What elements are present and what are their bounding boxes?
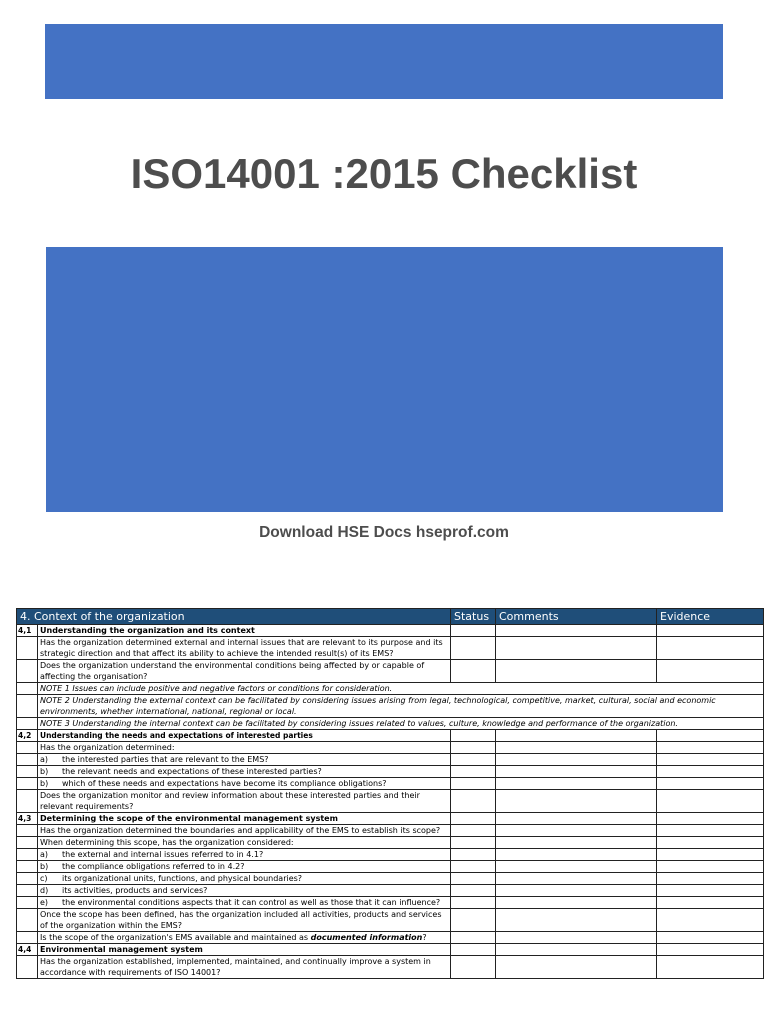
status-cell[interactable]	[451, 754, 496, 766]
status-cell[interactable]	[451, 766, 496, 778]
question-text: When determining this scope, has the organization considered:	[38, 837, 451, 849]
item-label: b)	[40, 779, 49, 788]
comments-cell[interactable]	[496, 825, 657, 837]
item-text: the environmental conditions aspects that it can control as well as those that it can influence?	[62, 898, 441, 907]
evidence-cell[interactable]	[657, 837, 764, 849]
question-item	[38, 766, 451, 778]
item-label: a)	[40, 850, 49, 859]
comments-cell[interactable]	[496, 766, 657, 778]
status-cell[interactable]	[451, 909, 496, 932]
clause-heading: Understanding the organization and its context	[38, 625, 451, 637]
table-row	[17, 695, 764, 718]
status-cell[interactable]	[451, 932, 496, 944]
table-row	[17, 885, 764, 897]
table-row	[17, 956, 764, 979]
table-row	[17, 873, 764, 885]
item-label: b)	[40, 862, 49, 871]
question-text	[38, 932, 451, 944]
item-label: e)	[40, 898, 49, 907]
note-text: NOTE 3 Understanding the internal context can be facilitated by considering issues related to values, culture, knowledge and performance of the organization.	[38, 718, 764, 730]
evidence-cell[interactable]	[657, 778, 764, 790]
evidence-cell[interactable]	[657, 625, 764, 637]
evidence-cell[interactable]	[657, 660, 764, 683]
question-item	[38, 885, 451, 897]
table-row	[17, 730, 764, 742]
comments-cell[interactable]	[496, 813, 657, 825]
status-cell[interactable]	[451, 730, 496, 742]
evidence-cell[interactable]	[657, 742, 764, 754]
question-text: Has the organization determined external and internal issues that are relevant to its purpose and its strategic direction and that affect its ability to achieve the intended result(s) of its EMS?	[38, 637, 451, 660]
table-row	[17, 778, 764, 790]
comments-cell[interactable]	[496, 944, 657, 956]
question-item	[38, 849, 451, 861]
comments-cell[interactable]	[496, 730, 657, 742]
item-label: c)	[40, 874, 48, 883]
comments-cell[interactable]	[496, 778, 657, 790]
comments-cell[interactable]	[496, 956, 657, 979]
status-cell[interactable]	[451, 956, 496, 979]
checklist-table	[16, 608, 764, 979]
status-cell[interactable]	[451, 742, 496, 754]
comments-cell[interactable]	[496, 885, 657, 897]
status-cell[interactable]	[451, 944, 496, 956]
note-text: NOTE 2 Understanding the external context can be facilitated by considering issues arising from legal, technological, competitive, market, cultural, social and economic environments, whether international, national, regional or local.	[38, 695, 764, 718]
item-text: the relevant needs and expectations of these interested parties?	[62, 767, 322, 776]
comments-cell[interactable]	[496, 909, 657, 932]
comments-cell[interactable]	[496, 897, 657, 909]
table-row	[17, 837, 764, 849]
status-cell[interactable]	[451, 837, 496, 849]
table-row	[17, 909, 764, 932]
table-row	[17, 897, 764, 909]
status-cell[interactable]	[451, 849, 496, 861]
table-row	[17, 932, 764, 944]
table-row	[17, 849, 764, 861]
status-cell[interactable]	[451, 813, 496, 825]
comments-cell[interactable]	[496, 849, 657, 861]
table-row	[17, 718, 764, 730]
page-title: ISO14001 :2015 Checklist	[130, 150, 638, 197]
evidence-cell[interactable]	[657, 932, 764, 944]
table-row	[17, 742, 764, 754]
status-cell[interactable]	[451, 885, 496, 897]
status-cell[interactable]	[451, 861, 496, 873]
status-cell[interactable]	[451, 825, 496, 837]
status-cell[interactable]	[451, 778, 496, 790]
comments-cell[interactable]	[496, 625, 657, 637]
evidence-header: Evidence	[657, 609, 764, 625]
table-row	[17, 625, 764, 637]
status-cell[interactable]	[451, 660, 496, 683]
top-banner	[45, 24, 723, 99]
evidence-cell[interactable]	[657, 944, 764, 956]
evidence-cell[interactable]	[657, 813, 764, 825]
question-item	[38, 754, 451, 766]
table-row	[17, 660, 764, 683]
item-text: the external and internal issues referred to in 4.1?	[62, 850, 264, 859]
item-label: b)	[40, 767, 49, 776]
evidence-cell[interactable]	[657, 730, 764, 742]
question-text: Has the organization determined:	[38, 742, 451, 754]
comments-cell[interactable]	[496, 837, 657, 849]
table-row	[17, 766, 764, 778]
item-text: which of these needs and expectations have become its compliance obligations?	[62, 779, 387, 788]
evidence-cell[interactable]	[657, 885, 764, 897]
table-row	[17, 825, 764, 837]
download-caption: Download HSE Docs hseprof.com	[259, 524, 509, 541]
evidence-cell[interactable]	[657, 849, 764, 861]
evidence-cell[interactable]	[657, 766, 764, 778]
comments-header: Comments	[496, 609, 657, 625]
clause-number: 4,2	[17, 730, 38, 742]
evidence-cell[interactable]	[657, 873, 764, 885]
comments-cell[interactable]	[496, 637, 657, 660]
status-cell[interactable]	[451, 873, 496, 885]
clause-heading: Environmental management system	[38, 944, 451, 956]
item-text: its activities, products and services?	[62, 886, 208, 895]
clause-number: 4,1	[17, 625, 38, 637]
evidence-cell[interactable]	[657, 861, 764, 873]
comments-cell[interactable]	[496, 873, 657, 885]
question-text: Does the organization understand the environmental conditions being affected by or capable of affecting the organisation?	[38, 660, 451, 683]
item-label: d)	[40, 886, 49, 895]
comments-cell[interactable]	[496, 932, 657, 944]
evidence-cell[interactable]	[657, 897, 764, 909]
comments-cell[interactable]	[496, 790, 657, 813]
status-cell[interactable]	[451, 790, 496, 813]
item-text: the compliance obligations referred to in 4.2?	[62, 862, 245, 871]
evidence-cell[interactable]	[657, 956, 764, 979]
table-row	[17, 813, 764, 825]
question-item	[38, 778, 451, 790]
item-text: its organizational units, functions, and physical boundaries?	[62, 874, 303, 883]
question-item	[38, 897, 451, 909]
section-header: 4. Context of the organization	[17, 609, 451, 625]
question-text-start: Is the scope of the organization's EMS available and maintained as	[40, 933, 311, 942]
evidence-cell[interactable]	[657, 790, 764, 813]
question-text: Has the organization determined the boundaries and applicability of the EMS to establish its scope?	[38, 825, 451, 837]
table-row	[17, 683, 764, 695]
evidence-cell[interactable]	[657, 637, 764, 660]
item-label: a)	[40, 755, 49, 764]
clause-heading: Determining the scope of the environmental management system	[38, 813, 451, 825]
evidence-cell[interactable]	[657, 754, 764, 766]
evidence-cell[interactable]	[657, 909, 764, 932]
status-cell[interactable]	[451, 625, 496, 637]
question-item	[38, 861, 451, 873]
evidence-cell[interactable]	[657, 825, 764, 837]
cover-banner	[46, 247, 723, 512]
comments-cell[interactable]	[496, 742, 657, 754]
status-cell[interactable]	[451, 897, 496, 909]
note-text: NOTE 1 Issues can include positive and negative factors or conditions for consideration.	[38, 683, 764, 695]
table-row	[17, 754, 764, 766]
table-row	[17, 637, 764, 660]
clause-heading: Understanding the needs and expectations of interested parties	[38, 730, 451, 742]
comments-cell[interactable]	[496, 754, 657, 766]
question-text: Has the organization established, implemented, maintained, and continually improve a system in accordance with requirements of ISO 14001?	[38, 956, 451, 979]
clause-number: 4,3	[17, 813, 38, 825]
status-header: Status	[451, 609, 496, 625]
table-row	[17, 944, 764, 956]
status-cell[interactable]	[451, 637, 496, 660]
comments-cell[interactable]	[496, 660, 657, 683]
item-text: the interested parties that are relevant to the EMS?	[62, 755, 269, 764]
table-header-row	[17, 609, 764, 625]
question-text: Does the organization monitor and review information about these interested parties and their relevant requirements?	[38, 790, 451, 813]
documented-information-term: documented information	[310, 933, 423, 942]
question-text-end: ?	[422, 933, 427, 942]
clause-number: 4,4	[17, 944, 38, 956]
table-row	[17, 861, 764, 873]
question-text: Once the scope has been defined, has the organization included all activities, products and services of the organization within the EMS?	[38, 909, 451, 932]
comments-cell[interactable]	[496, 861, 657, 873]
table-row	[17, 790, 764, 813]
question-item	[38, 873, 451, 885]
